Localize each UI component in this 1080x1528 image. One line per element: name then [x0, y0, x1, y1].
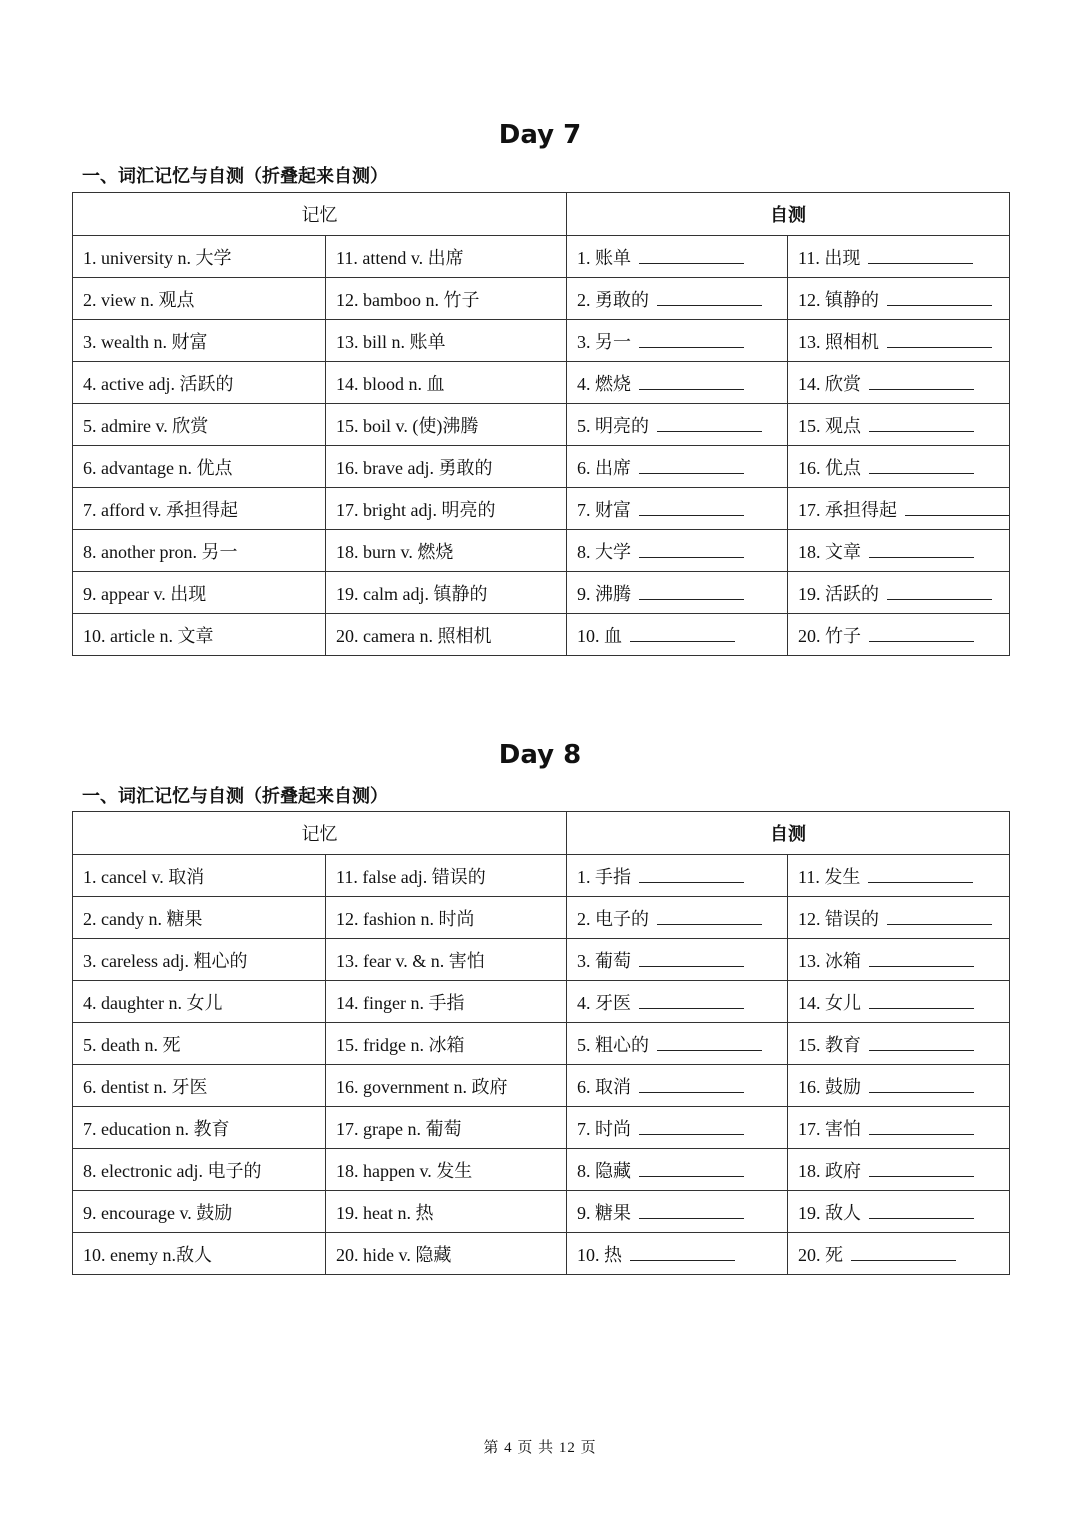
day7-vocab-table	[72, 192, 1010, 656]
memory-cell	[326, 1191, 567, 1233]
answer-blank[interactable]	[869, 1162, 974, 1177]
answer-blank[interactable]	[639, 375, 744, 390]
table-row	[73, 488, 1010, 530]
cell-text: 9. 沸腾	[577, 583, 631, 604]
test-cell	[788, 1065, 1010, 1107]
memory-cell	[73, 1191, 326, 1233]
cell-text: 19. 活跃的	[798, 583, 879, 604]
cell-text: 19. calm adj. 镇静的	[336, 583, 488, 604]
cell-text: 5. admire v. 欣赏	[83, 415, 209, 436]
test-cell	[567, 1149, 788, 1191]
test-cell	[788, 1107, 1010, 1149]
test-cell	[788, 278, 1010, 320]
memory-cell	[73, 855, 326, 897]
test-cell	[567, 1191, 788, 1233]
answer-blank[interactable]	[639, 333, 744, 348]
day7-memory-header: 记忆	[73, 193, 567, 236]
table-row	[73, 530, 1010, 572]
cell-text: 16. 鼓励	[798, 1076, 861, 1097]
table-row	[73, 897, 1010, 939]
test-cell	[567, 897, 788, 939]
test-cell	[788, 1023, 1010, 1065]
memory-cell	[73, 1149, 326, 1191]
cell-text: 18. 文章	[798, 541, 861, 562]
cell-text: 12. fashion n. 时尚	[336, 908, 475, 929]
cell-text: 8. 大学	[577, 541, 631, 562]
test-cell	[567, 446, 788, 488]
test-cell	[567, 320, 788, 362]
memory-cell	[326, 278, 567, 320]
memory-cell	[73, 320, 326, 362]
answer-blank[interactable]	[869, 1120, 974, 1135]
cell-text: 4. 牙医	[577, 992, 631, 1013]
cell-text: 2. view n. 观点	[83, 289, 195, 310]
cell-text: 20. hide v. 隐藏	[336, 1244, 452, 1265]
test-cell	[788, 530, 1010, 572]
cell-text: 20. camera n. 照相机	[336, 625, 492, 646]
cell-text: 6. 取消	[577, 1076, 631, 1097]
cell-text: 17. grape n. 葡萄	[336, 1118, 462, 1139]
table-row	[73, 362, 1010, 404]
cell-text: 9. encourage v. 鼓励	[83, 1202, 233, 1223]
test-cell	[567, 1023, 788, 1065]
test-cell	[567, 939, 788, 981]
cell-text: 12. bamboo n. 竹子	[336, 289, 480, 310]
memory-cell	[73, 981, 326, 1023]
answer-blank[interactable]	[657, 910, 762, 925]
cell-text: 3. wealth n. 财富	[83, 331, 208, 352]
memory-cell	[73, 1065, 326, 1107]
table-row	[73, 404, 1010, 446]
cell-text: 11. 出现	[798, 247, 861, 268]
test-cell	[788, 572, 1010, 614]
cell-text: 2. candy n. 糖果	[83, 908, 203, 929]
answer-blank[interactable]	[887, 585, 992, 600]
test-cell	[788, 855, 1010, 897]
test-cell	[567, 362, 788, 404]
cell-text: 7. 财富	[577, 499, 631, 520]
day8-test-header: 自测	[567, 812, 1010, 855]
memory-cell	[73, 572, 326, 614]
cell-text: 14. 女儿	[798, 992, 861, 1013]
cell-text: 13. bill n. 账单	[336, 331, 446, 352]
cell-text: 17. bright adj. 明亮的	[336, 499, 496, 520]
day8-header-row	[73, 812, 1010, 855]
cell-text: 18. burn v. 燃烧	[336, 541, 454, 562]
cell-text: 11. 发生	[798, 866, 861, 887]
memory-cell	[326, 614, 567, 656]
memory-cell	[326, 236, 567, 278]
memory-cell	[326, 1107, 567, 1149]
memory-cell	[73, 488, 326, 530]
memory-cell	[326, 981, 567, 1023]
answer-blank[interactable]	[869, 543, 974, 558]
test-cell	[788, 939, 1010, 981]
cell-text: 10. 血	[577, 625, 622, 646]
memory-cell	[326, 1149, 567, 1191]
answer-blank[interactable]	[887, 333, 992, 348]
memory-cell	[326, 404, 567, 446]
answer-blank[interactable]	[639, 249, 744, 264]
cell-text: 11. false adj. 错误的	[336, 866, 486, 887]
table-row	[73, 236, 1010, 278]
cell-text: 19. 敌人	[798, 1202, 861, 1223]
test-cell	[788, 362, 1010, 404]
cell-text: 8. electronic adj. 电子的	[83, 1160, 262, 1181]
cell-text: 16. 优点	[798, 457, 861, 478]
cell-text: 10. 热	[577, 1244, 622, 1265]
day7-title: Day 7	[498, 120, 582, 150]
cell-text: 9. appear v. 出现	[83, 583, 207, 604]
answer-blank[interactable]	[851, 1246, 956, 1261]
memory-cell	[73, 1233, 326, 1275]
memory-cell	[73, 236, 326, 278]
table-row	[73, 1107, 1010, 1149]
cell-text: 2. 电子的	[577, 908, 649, 929]
cell-text: 5. 粗心的	[577, 1034, 649, 1055]
cell-text: 6. advantage n. 优点	[83, 457, 233, 478]
cell-text: 14. finger n. 手指	[336, 992, 465, 1013]
day8-title: Day 8	[498, 740, 582, 770]
answer-blank[interactable]	[657, 417, 762, 432]
table-row	[73, 1191, 1010, 1233]
day8-memory-header: 记忆	[73, 812, 567, 855]
table-row	[73, 939, 1010, 981]
memory-cell	[326, 362, 567, 404]
cell-text: 19. heat n. 热	[336, 1202, 434, 1223]
memory-cell	[73, 939, 326, 981]
memory-cell	[326, 855, 567, 897]
cell-text: 7. education n. 教育	[83, 1118, 230, 1139]
table-row	[73, 1233, 1010, 1275]
memory-cell	[326, 1233, 567, 1275]
test-cell	[788, 236, 1010, 278]
answer-blank[interactable]	[887, 291, 992, 306]
answer-blank[interactable]	[905, 501, 1010, 516]
day8-vocab-table	[72, 811, 1010, 1275]
table-row	[73, 278, 1010, 320]
cell-text: 18. 政府	[798, 1160, 861, 1181]
cell-text: 9. 糖果	[577, 1202, 631, 1223]
memory-cell	[326, 1023, 567, 1065]
table-row	[73, 572, 1010, 614]
test-cell	[788, 897, 1010, 939]
answer-blank[interactable]	[639, 1078, 744, 1093]
answer-blank[interactable]	[639, 459, 744, 474]
cell-text: 4. daughter n. 女儿	[83, 992, 223, 1013]
memory-cell	[326, 320, 567, 362]
page-footer: 第 4 页 共 12 页	[483, 1440, 597, 1456]
table-row	[73, 981, 1010, 1023]
table-row	[73, 446, 1010, 488]
memory-cell	[73, 1107, 326, 1149]
answer-blank[interactable]	[639, 952, 744, 967]
test-cell	[567, 278, 788, 320]
test-cell	[567, 530, 788, 572]
day7-section-title: 一、词汇记忆与自测（折叠起来自测）	[82, 166, 388, 187]
cell-text: 7. 时尚	[577, 1118, 631, 1139]
cell-text: 13. fear v. & n. 害怕	[336, 950, 485, 971]
answer-blank[interactable]	[657, 291, 762, 306]
cell-text: 12. 镇静的	[798, 289, 879, 310]
cell-text: 3. 另一	[577, 331, 631, 352]
cell-text: 6. dentist n. 牙医	[83, 1076, 208, 1097]
answer-blank[interactable]	[869, 459, 974, 474]
table-row	[73, 1149, 1010, 1191]
answer-blank[interactable]	[869, 375, 974, 390]
table-row	[73, 855, 1010, 897]
test-cell	[567, 1107, 788, 1149]
answer-blank[interactable]	[630, 627, 735, 642]
test-cell	[788, 1191, 1010, 1233]
test-cell	[788, 404, 1010, 446]
answer-blank[interactable]	[639, 585, 744, 600]
cell-text: 5. death n. 死	[83, 1034, 181, 1055]
memory-cell	[73, 897, 326, 939]
test-cell	[567, 981, 788, 1023]
day8-table-body	[73, 855, 1010, 1275]
cell-text: 3. 葡萄	[577, 950, 631, 971]
table-row	[73, 320, 1010, 362]
memory-cell	[73, 530, 326, 572]
test-cell	[567, 404, 788, 446]
cell-text: 1. cancel v. 取消	[83, 866, 205, 887]
cell-text: 3. careless adj. 粗心的	[83, 950, 248, 971]
test-cell	[567, 614, 788, 656]
answer-blank[interactable]	[657, 1036, 762, 1051]
cell-text: 1. university n. 大学	[83, 247, 232, 268]
memory-cell	[73, 362, 326, 404]
answer-blank[interactable]	[639, 868, 744, 883]
day7-test-header: 自测	[567, 193, 1010, 236]
memory-cell	[73, 404, 326, 446]
cell-text: 4. active adj. 活跃的	[83, 373, 234, 394]
cell-text: 10. article n. 文章	[83, 625, 214, 646]
answer-blank[interactable]	[868, 868, 973, 883]
memory-cell	[326, 446, 567, 488]
cell-text: 15. fridge n. 冰箱	[336, 1034, 465, 1055]
test-cell	[788, 446, 1010, 488]
test-cell	[567, 572, 788, 614]
memory-cell	[326, 530, 567, 572]
cell-text: 1. 账单	[577, 247, 631, 268]
day7-header-row	[73, 193, 1010, 236]
day8-section-title: 一、词汇记忆与自测（折叠起来自测）	[82, 786, 388, 807]
cell-text: 4. 燃烧	[577, 373, 631, 394]
cell-text: 15. 教育	[798, 1034, 861, 1055]
cell-text: 13. 照相机	[798, 331, 879, 352]
memory-cell	[326, 1065, 567, 1107]
answer-blank[interactable]	[869, 1204, 974, 1219]
cell-text: 13. 冰箱	[798, 950, 861, 971]
cell-text: 15. boil v. (使)沸腾	[336, 415, 479, 436]
test-cell	[788, 1233, 1010, 1275]
answer-blank[interactable]	[639, 1162, 744, 1177]
answer-blank[interactable]	[639, 543, 744, 558]
test-cell	[788, 320, 1010, 362]
table-row	[73, 1065, 1010, 1107]
cell-text: 16. government n. 政府	[336, 1076, 508, 1097]
table-row	[73, 614, 1010, 656]
test-cell	[567, 1065, 788, 1107]
cell-text: 16. brave adj. 勇敢的	[336, 457, 493, 478]
test-cell	[567, 236, 788, 278]
cell-text: 7. afford v. 承担得起	[83, 499, 238, 520]
cell-text: 8. another pron. 另一	[83, 541, 238, 562]
answer-blank[interactable]	[869, 627, 974, 642]
answer-blank[interactable]	[630, 1246, 735, 1261]
cell-text: 17. 害怕	[798, 1118, 861, 1139]
memory-cell	[326, 897, 567, 939]
test-cell	[567, 855, 788, 897]
cell-text: 2. 勇敢的	[577, 289, 649, 310]
answer-blank[interactable]	[639, 1204, 744, 1219]
answer-blank[interactable]	[868, 249, 973, 264]
answer-blank[interactable]	[639, 994, 744, 1009]
answer-blank[interactable]	[887, 910, 992, 925]
test-cell	[788, 1149, 1010, 1191]
cell-text: 15. 观点	[798, 415, 861, 436]
memory-cell	[73, 446, 326, 488]
test-cell	[788, 614, 1010, 656]
cell-text: 14. blood n. 血	[336, 373, 445, 394]
cell-text: 6. 出席	[577, 457, 631, 478]
test-cell	[567, 1233, 788, 1275]
memory-cell	[326, 939, 567, 981]
cell-text: 10. enemy n.敌人	[83, 1244, 212, 1265]
cell-text: 8. 隐藏	[577, 1160, 631, 1181]
cell-text: 11. attend v. 出席	[336, 247, 464, 268]
cell-text: 18. happen v. 发生	[336, 1160, 473, 1181]
memory-cell	[326, 572, 567, 614]
test-cell	[788, 981, 1010, 1023]
answer-blank[interactable]	[639, 1120, 744, 1135]
cell-text: 20. 竹子	[798, 625, 861, 646]
cell-text: 14. 欣赏	[798, 373, 861, 394]
answer-blank[interactable]	[869, 952, 974, 967]
cell-text: 5. 明亮的	[577, 415, 649, 436]
memory-cell	[73, 1023, 326, 1065]
cell-text: 17. 承担得起	[798, 499, 897, 520]
answer-blank[interactable]	[869, 994, 974, 1009]
cell-text: 1. 手指	[577, 866, 631, 887]
table-row	[73, 1023, 1010, 1065]
answer-blank[interactable]	[869, 417, 974, 432]
test-cell	[788, 488, 1010, 530]
answer-blank[interactable]	[639, 501, 744, 516]
cell-text: 12. 错误的	[798, 908, 879, 929]
cell-text: 20. 死	[798, 1244, 843, 1265]
memory-cell	[73, 278, 326, 320]
memory-cell	[326, 488, 567, 530]
answer-blank[interactable]	[869, 1078, 974, 1093]
answer-blank[interactable]	[869, 1036, 974, 1051]
test-cell	[567, 488, 788, 530]
memory-cell	[73, 614, 326, 656]
day7-table-body	[73, 236, 1010, 656]
